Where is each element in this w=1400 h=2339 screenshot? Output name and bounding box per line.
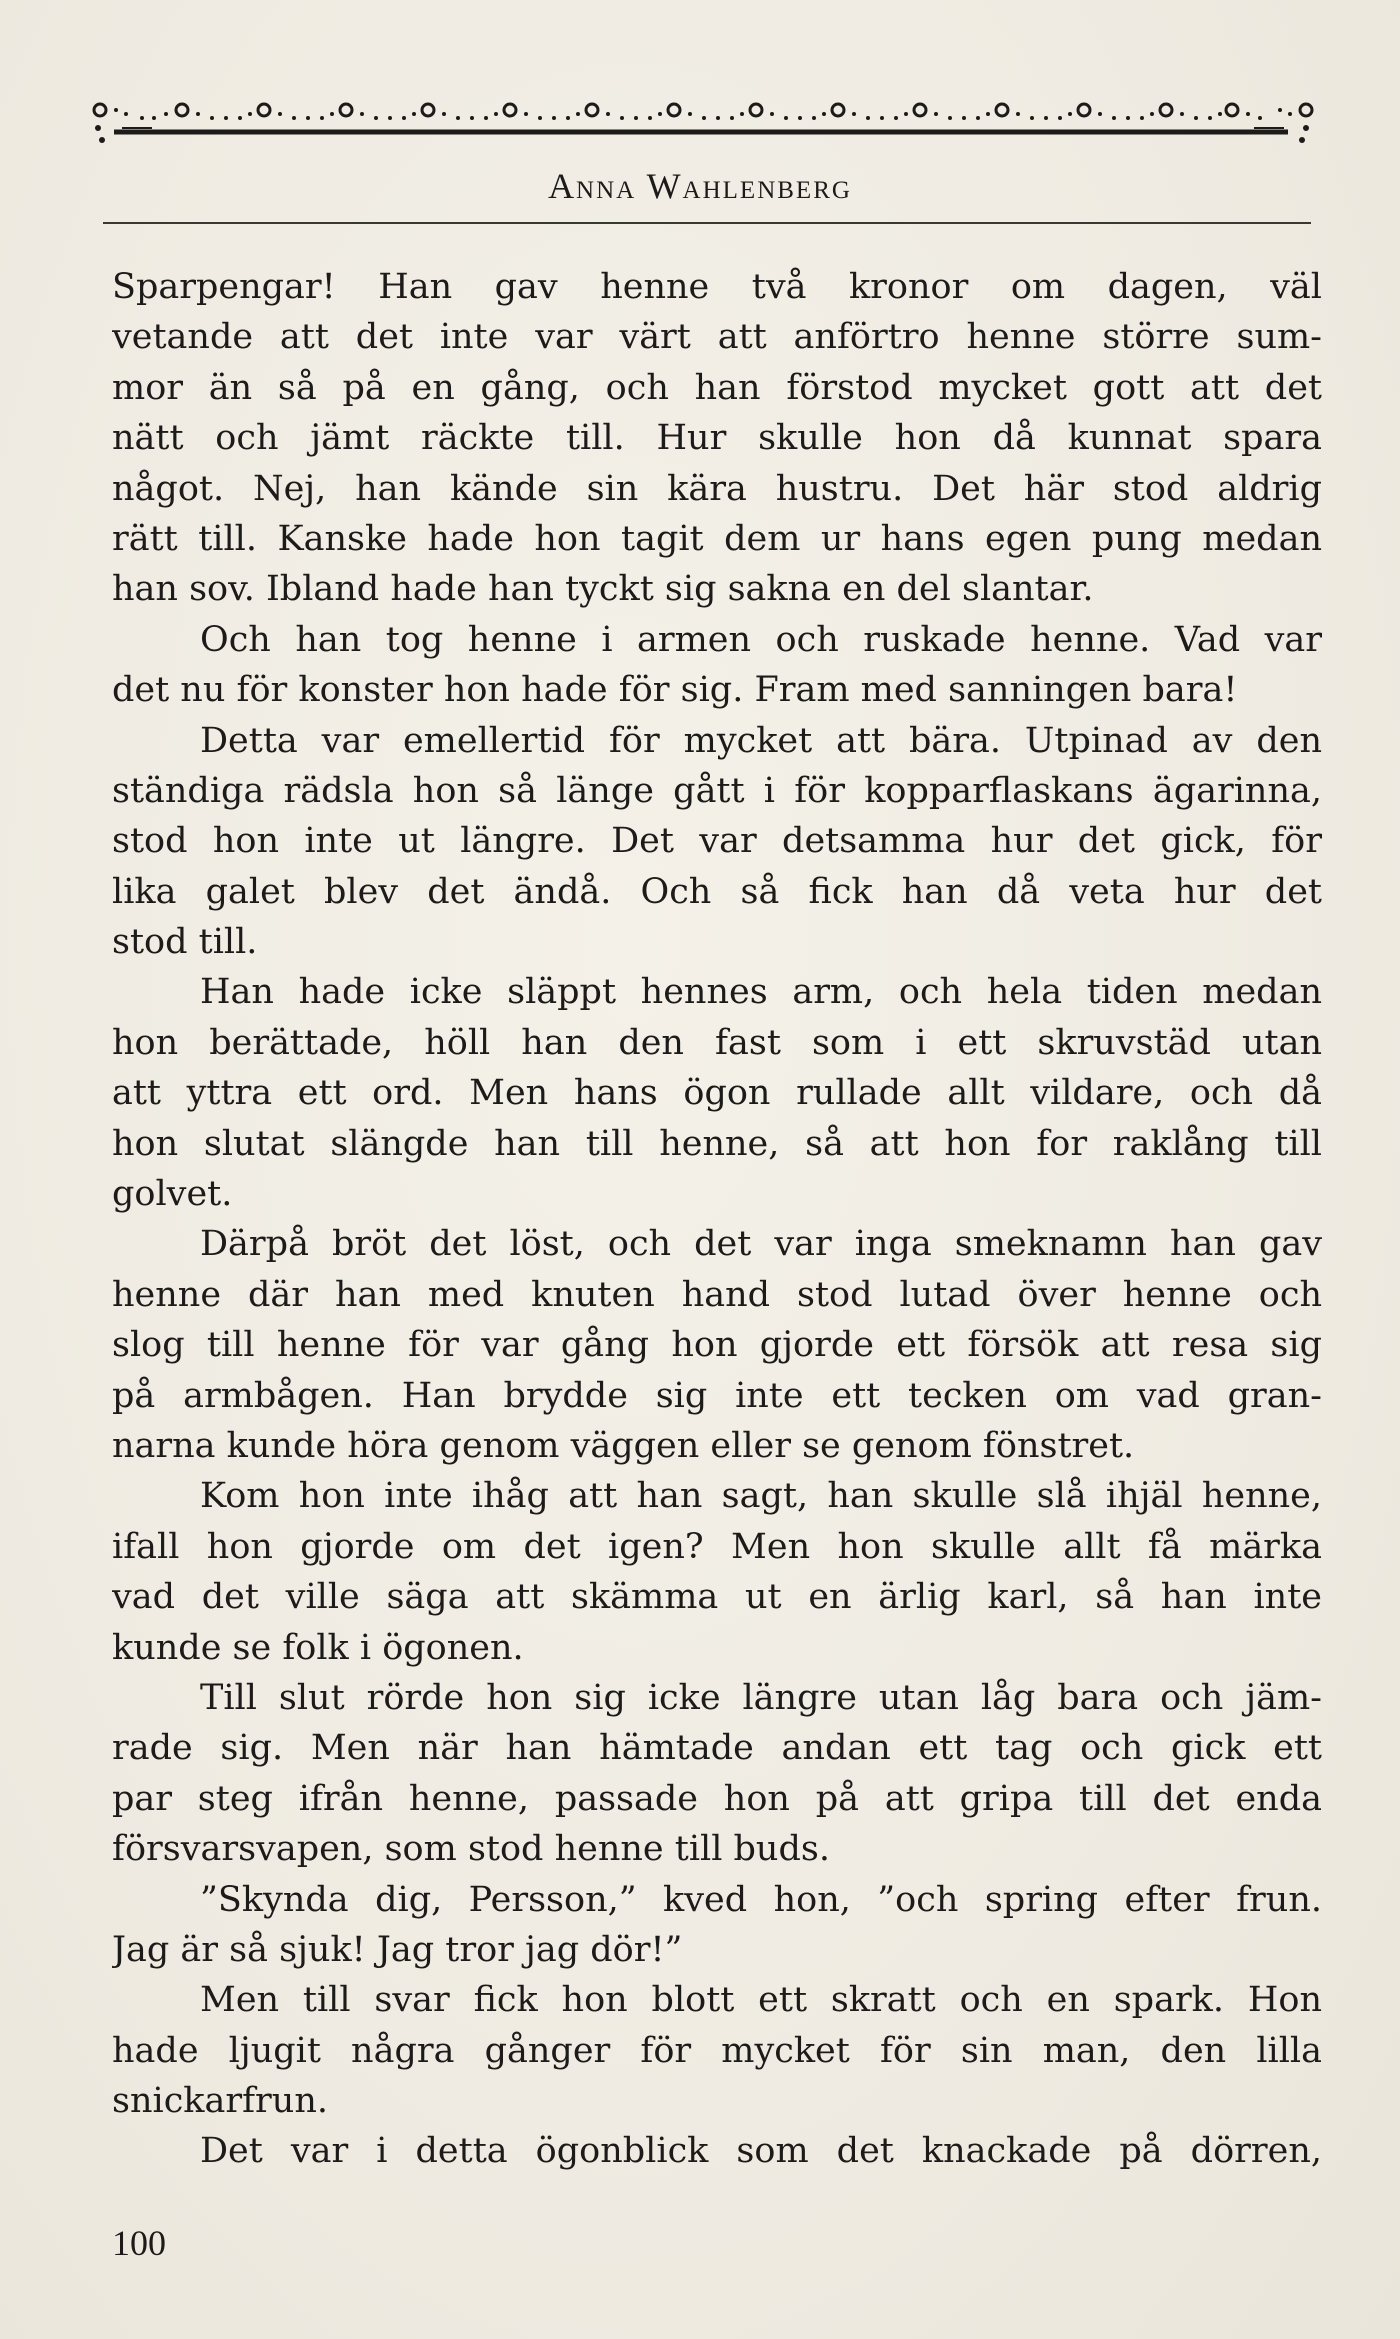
text-line: kunde se folk i ögonen. xyxy=(112,1627,524,1668)
text-line: henne där han med knuten hand stod lutad över henne och xyxy=(112,1274,1322,1315)
text-line: slog till henne för var gång hon gjorde ett försök att resa sig xyxy=(112,1325,1322,1366)
text-line: vetande att det inte var värt att anförtro henne större sum- xyxy=(112,317,1322,358)
text-line: Detta var emellertid för mycket att bära. Utpinad av den xyxy=(200,720,1322,761)
text-line: Han hade icke släppt hennes arm, och hela tiden medan xyxy=(200,972,1322,1013)
text-line: på armbågen. Han brydde sig inte ett tecken om vad gran- xyxy=(112,1375,1322,1416)
text-line: rade sig. Men när han hämtade andan ett tag och gick ett xyxy=(112,1728,1322,1769)
text-line: Jag är så sjuk! Jag tror jag dör!” xyxy=(112,1929,683,1970)
text-line: par steg ifrån henne, passade hon på att gripa till det enda xyxy=(112,1778,1322,1819)
text-line: hon slutat slängde han till henne, så att hon for raklång till xyxy=(112,1123,1322,1164)
text-line: stod till. xyxy=(112,922,258,963)
text-line: snickarfrun. xyxy=(112,2081,328,2122)
text-line: Och han tog henne i armen och ruskade henne. Vad var xyxy=(200,619,1322,660)
text-line: mor än så på en gång, och han förstod mycket gott att det xyxy=(112,367,1322,408)
text-line: Men till svar fick hon blott ett skratt och en spark. Hon xyxy=(200,1980,1322,2021)
text-line: rätt till. Kanske hade hon tagit dem ur hans egen pung medan xyxy=(112,518,1322,559)
text-line: Det var i detta ögonblick som det knackade på dörren, xyxy=(200,2131,1322,2172)
text-line: Kom hon inte ihåg att han sagt, han skulle slå ihjäl henne, xyxy=(200,1476,1322,1517)
text-line: Sparpengar! Han gav henne två kronor om dagen, väl xyxy=(112,267,1322,307)
text-line: något. Nej, han kände sin kära hustru. Det här stod aldrig xyxy=(112,468,1322,509)
text-line: att yttra ett ord. Men hans ögon rullade allt vildare, och då xyxy=(112,1073,1322,1114)
text-line: vad det ville säga att skämma ut en ärlig karl, så han inte xyxy=(112,1577,1322,1618)
text-line: stod hon inte ut längre. Det var detsamma hur det gick, för xyxy=(112,821,1322,862)
text-line: Därpå bröt det löst, och det var inga smeknamn han gav xyxy=(200,1224,1322,1265)
running-head-author: Anna Wahlenberg xyxy=(548,166,852,206)
page-number: 100 xyxy=(112,2223,166,2263)
text-line: nätt och jämt räckte till. Hur skulle hon då kunnat spara xyxy=(112,418,1322,459)
text-line: han sov. Ibland hade han tyckt sig sakna en del slantar. xyxy=(112,569,1094,610)
text-line: narna kunde höra genom väggen eller se genom fönstret. xyxy=(112,1425,1135,1466)
header-rule xyxy=(103,222,1311,224)
text-line: hade ljugit några gånger för mycket för sin man, den lilla xyxy=(112,2030,1322,2071)
text-line: golvet. xyxy=(112,1174,233,1215)
text-line: hon berättade, höll han den fast som i ett skruvstäd utan xyxy=(112,1022,1322,1063)
text-line: ifall hon gjorde om det igen? Men hon skulle allt få märka xyxy=(112,1526,1322,1567)
text-line: det nu för konster hon hade för sig. Fram med sanningen bara! xyxy=(112,670,1238,711)
text-line: försvarsvapen, som stod henne till buds. xyxy=(112,1829,830,1870)
body-text xyxy=(112,262,1322,2177)
decorative-border-ornament xyxy=(92,88,1314,148)
text-line: Till slut rörde hon sig icke längre utan låg bara och jäm- xyxy=(200,1677,1322,1718)
text-line: lika galet blev det ändå. Och så fick han då veta hur det xyxy=(112,871,1322,912)
text-line: ständiga rädsla hon så länge gått i för kopparflaskans ägarinna, xyxy=(112,770,1322,811)
text-line: ”Skynda dig, Persson,” kved hon, ”och spring efter frun. xyxy=(200,1879,1322,1920)
